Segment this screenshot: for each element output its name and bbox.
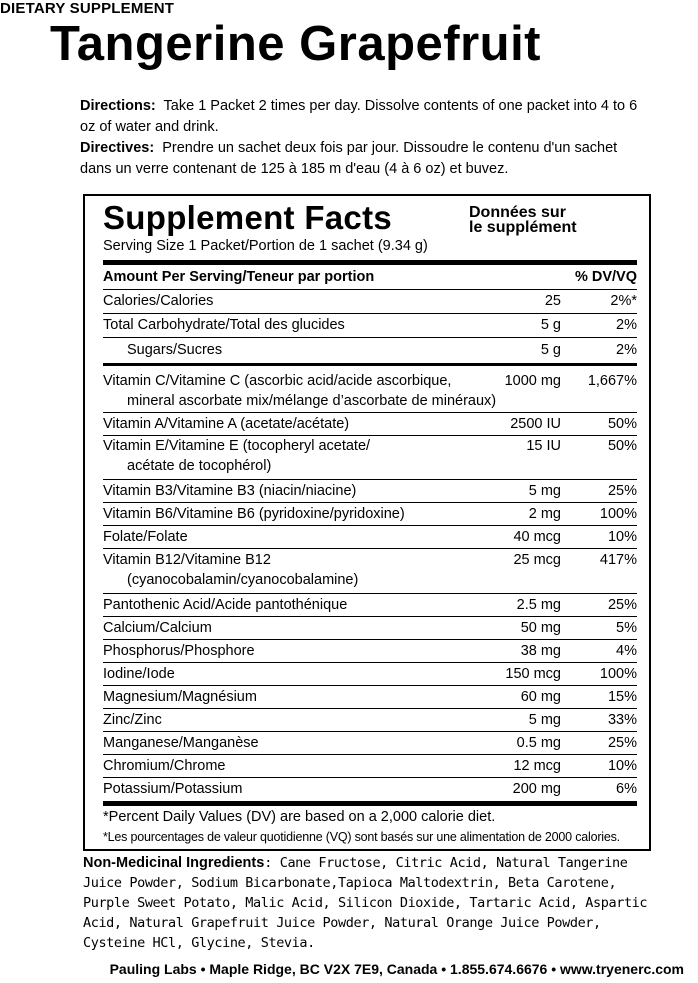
divider: [103, 616, 637, 617]
nutrient-dv: 2%*: [610, 293, 637, 309]
supplement-facts-panel: [83, 194, 651, 851]
nutrient-amount: 60 mg: [520, 689, 561, 705]
divider: [103, 502, 637, 503]
nutrient-dv: 100%: [599, 666, 637, 682]
nutrient-amount: 38 mg: [520, 643, 561, 659]
dietary-supplement-label: DIETARY SUPPLEMENT: [0, 0, 175, 17]
nutrient-dv: 33%: [607, 712, 637, 728]
divider: [103, 754, 637, 755]
nutrient-name: Vitamin B6/Vitamine B6 (pyridoxine/pyridoxine): [103, 506, 405, 522]
directions-en-text: Take 1 Packet 2 times per day. Dissolve contents of one packet into 4 to 6 oz of water and drink.: [80, 98, 638, 135]
footnote-fr: *Les pourcentages de valeur quotidienne (VQ) sont basés sur une alimentation de 2000 calories.: [103, 830, 620, 844]
nutrient-name: Vitamin C/Vitamine C (ascorbic acid/acide ascorbique,: [103, 373, 452, 389]
divider: [103, 708, 637, 709]
supplement-facts-title-fr: [469, 205, 577, 235]
divider: [103, 685, 637, 686]
non-medicinal-ingredients: [83, 853, 651, 953]
nutrient-amount: 25 mcg: [513, 552, 561, 568]
serving-size: Serving Size 1 Packet/Portion de 1 sachet (9.34 g): [103, 238, 428, 254]
nutrient-dv: 2%: [616, 317, 637, 333]
footnote-en: *Percent Daily Values (DV) are based on a 2,000 calorie diet.: [103, 809, 496, 825]
nutrient-dv: 25%: [607, 483, 637, 499]
nutrient-dv: 50%: [607, 438, 637, 454]
nutrient-amount: 0.5 mg: [516, 735, 561, 751]
nutrient-name-cont: (cyanocobalamin/cyanocobalamine): [127, 572, 359, 588]
nutrient-name: Vitamin B3/Vitamine B3 (niacin/niacine): [103, 483, 357, 499]
title-fr-line2: le supplément: [469, 219, 577, 236]
divider: [103, 639, 637, 640]
nutrient-amount: 12 mcg: [513, 758, 561, 774]
nutrient-name-cont: mineral ascorbate mix/mélange d’ascorbate de minéraux): [127, 393, 497, 409]
nutrient-dv: 417%: [599, 552, 637, 568]
directions: [80, 96, 650, 180]
directions-en: [80, 96, 650, 138]
ingredients-label: Non-Medicinal Ingredients: [83, 855, 265, 871]
nutrient-amount: 15 IU: [526, 438, 561, 454]
nutrient-name: Vitamin E/Vitamine E (tocopheryl acetate/: [103, 438, 371, 454]
thick-divider: [103, 260, 637, 265]
nutrient-name: Phosphorus/Phosphore: [103, 643, 255, 659]
amount-per-serving-header: Amount Per Serving/Teneur par portion: [103, 269, 375, 285]
nutrient-amount: 50 mg: [520, 620, 561, 636]
nutrient-amount: 5 g: [540, 317, 561, 333]
nutrient-amount: 5 mg: [528, 483, 561, 499]
nutrient-name: Manganese/Manganèse: [103, 735, 259, 751]
nutrient-name: Chromium/Chrome: [103, 758, 226, 774]
nutrient-name: Calcium/Calcium: [103, 620, 212, 636]
divider: [103, 525, 637, 526]
directions-en-label: Directions:: [80, 98, 156, 114]
directions-fr: [80, 138, 650, 180]
nutrient-dv: 100%: [599, 506, 637, 522]
ingredients-text: : Cane Fructose, Citric Acid, Natural Tangerine Juice Powder, Sodium Bicarbonate,Tapioca Maltodextrin, Beta Carotene, Purple Sweet Potato, Malic Acid, Silicon Dioxide, Tartaric Acid, Aspartic Acid, Natural Grapefruit Juice Powder, Natural Orange Juice Powder, Cysteine HCl, Glycine, Stevia.: [83, 855, 648, 951]
nutrient-dv: 10%: [607, 529, 637, 545]
product-title: Tangerine Grapefruit: [50, 17, 542, 71]
divider: [103, 412, 637, 413]
nutrient-name: Magnesium/Magnésium: [103, 689, 257, 705]
directions-fr-text: Prendre un sachet deux fois par jour. Dissoudre le contenu d'un sachet dans un verre contenant de 125 à 185 m d'eau (4 à 6 oz) et buvez.: [80, 140, 618, 177]
nutrient-name: Vitamin B12/Vitamine B12: [103, 552, 271, 568]
nutrient-dv: 15%: [607, 689, 637, 705]
nutrient-name: Potassium/Potassium: [103, 781, 243, 797]
divider: [103, 662, 637, 663]
company-footer: Pauling Labs • Maple Ridge, BC V2X 7E9, Canada • 1.855.674.6676 • www.tryenerc.com: [109, 961, 684, 977]
divider: [103, 313, 637, 314]
nutrient-name-cont: acétate de tocophérol): [127, 458, 272, 474]
nutrient-amount: 5 g: [540, 342, 561, 358]
divider: [103, 777, 637, 778]
nutrient-dv: 5%: [616, 620, 637, 636]
nutrient-amount: 200 mg: [512, 781, 561, 797]
thick-divider: [103, 363, 637, 366]
divider: [103, 731, 637, 732]
nutrient-name: Sugars/Sucres: [127, 342, 223, 358]
nutrient-dv: 25%: [607, 597, 637, 613]
nutrient-amount: 1000 mg: [504, 373, 561, 389]
nutrient-name: Total Carbohydrate/Total des glucides: [103, 317, 345, 333]
nutrient-amount: 2 mg: [528, 506, 561, 522]
divider: [103, 337, 637, 338]
divider: [103, 593, 637, 594]
nutrient-dv: 25%: [607, 735, 637, 751]
divider: [103, 479, 637, 480]
nutrient-name: Zinc/Zinc: [103, 712, 162, 728]
nutrient-name: Vitamin A/Vitamine A (acetate/acétate): [103, 416, 350, 432]
title-fr-line1: Données sur: [469, 204, 566, 221]
supplement-facts-title: Supplement Facts: [103, 199, 393, 236]
nutrient-dv: 4%: [616, 643, 637, 659]
nutrient-name: Calories/Calories: [103, 293, 214, 309]
divider: [103, 289, 637, 290]
nutrient-amount: 5 mg: [528, 712, 561, 728]
nutrient-name: Iodine/Iode: [103, 666, 175, 682]
nutrient-amount: 150 mcg: [505, 666, 561, 682]
nutrient-amount: 2500 IU: [510, 416, 561, 432]
nutrient-dv: 1,667%: [587, 373, 637, 389]
directions-fr-label: Directives:: [80, 140, 155, 156]
nutrient-dv: 50%: [607, 416, 637, 432]
divider: [103, 548, 637, 549]
nutrient-amount: 40 mcg: [513, 529, 561, 545]
nutrient-dv: 10%: [607, 758, 637, 774]
thick-divider: [103, 801, 637, 806]
nutrient-name: Pantothenic Acid/Acide pantothénique: [103, 597, 348, 613]
nutrient-amount: 2.5 mg: [516, 597, 561, 613]
nutrient-dv: 2%: [616, 342, 637, 358]
nutrient-amount: 25: [544, 293, 561, 309]
nutrient-dv: 6%: [616, 781, 637, 797]
dv-header: % DV/VQ: [574, 269, 637, 285]
nutrient-name: Folate/Folate: [103, 529, 188, 545]
